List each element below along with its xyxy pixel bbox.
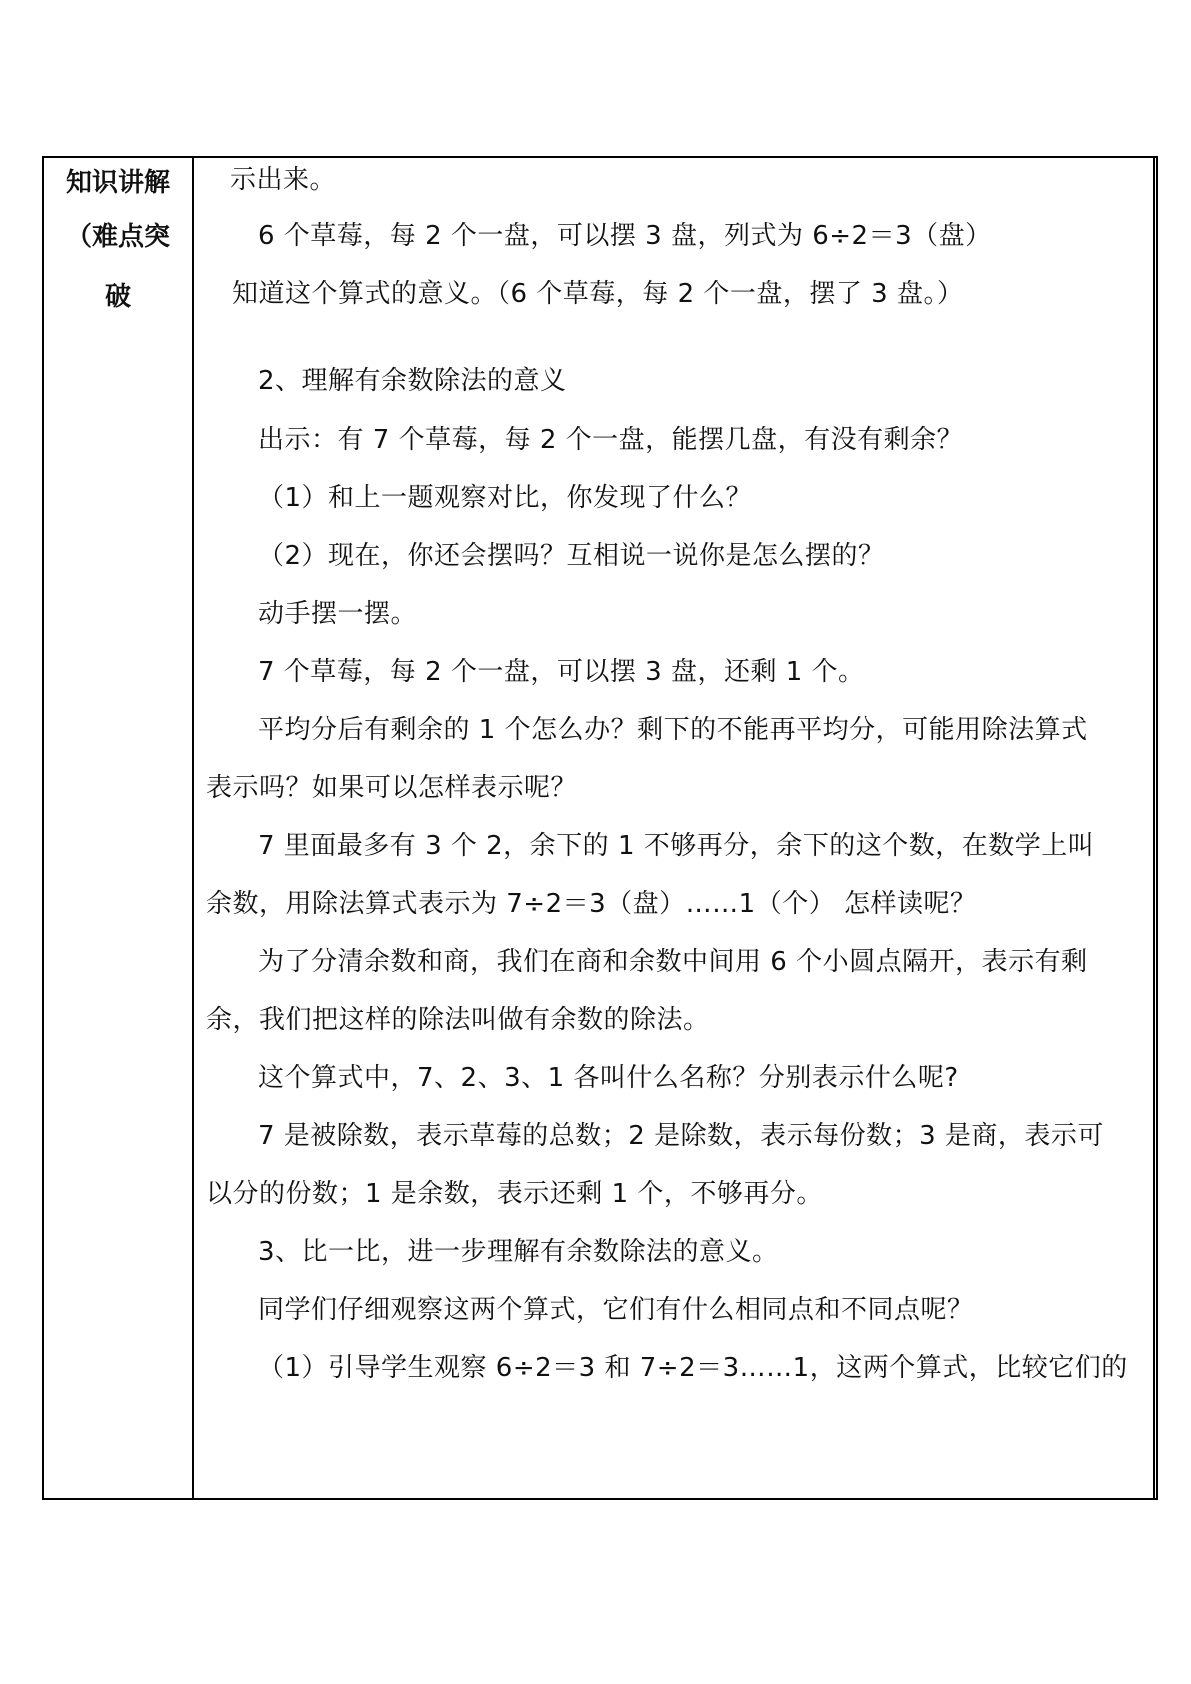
content-line: 出示：有 7 个草莓，每 2 个一盘，能摆几盘，有没有剩余？ <box>258 425 964 455</box>
section-heading: 3、比一比，进一步理解有余数除法的意义。 <box>258 1237 779 1267</box>
content-line: 7 个草莓，每 2 个一盘，可以摆 3 盘，还剩 1 个。 <box>258 657 865 687</box>
row-label-cell <box>44 158 192 1498</box>
content-line: 知道这个算式的意义。（6 个草莓，每 2 个一盘，摆了 3 盘。） <box>232 279 964 309</box>
content-line: 余，我们把这样的除法叫做有余数的除法。 <box>206 1005 710 1035</box>
content-cell <box>194 158 1154 1498</box>
row-label-line-1: 知识讲解 <box>65 168 170 198</box>
content-line: 余数，用除法算式表示为 7÷2＝3（盘）……1（个） 怎样读呢？ <box>206 889 977 919</box>
content-line: （1）引导学生观察 6÷2＝3 和 7÷2＝3……1，这两个算式，比较它们的 <box>258 1353 1128 1383</box>
content-line: 表示吗？如果可以怎样表示呢？ <box>206 773 578 803</box>
row-label-line-3: 破 <box>104 282 131 312</box>
content-line: 动手摆一摆。 <box>258 599 418 629</box>
content-line: 同学们仔细观察这两个算式，它们有什么相同点和不同点呢？ <box>258 1295 974 1325</box>
lesson-table <box>42 156 1158 1500</box>
content-line: 6 个草莓，每 2 个一盘，可以摆 3 盘，列式为 6÷2＝3（盘） <box>258 221 992 251</box>
content-line: 以分的份数；1 是余数，表示还剩 1 个，不够再分。 <box>206 1179 823 1209</box>
content-line: 7 里面最多有 3 个 2，余下的 1 不够再分，余下的这个数，在数学上叫 <box>258 831 1095 861</box>
content-line: 这个算式中，7、2、3、1 各叫什么名称？分别表示什么呢? <box>258 1063 959 1093</box>
content-line: 为了分清余数和商，我们在商和余数中间用 6 个小圆点隔开，表示有剩 <box>258 947 1088 977</box>
content-line: 7 是被除数，表示草莓的总数；2 是除数，表示每份数；3 是商，表示可 <box>258 1121 1104 1151</box>
section-heading: 2、理解有余数除法的意义 <box>258 366 567 396</box>
content-line: （2）现在，你还会摆吗？互相说一说你是怎么摆的？ <box>258 541 885 571</box>
content-line: （1）和上一题观察对比，你发现了什么？ <box>258 483 753 513</box>
content-line: 示出来。 <box>230 165 337 195</box>
row-label-line-2: （难点突 <box>65 222 170 252</box>
content-line: 平均分后有剩余的 1 个怎么办？剩下的不能再平均分，可能用除法算式 <box>258 715 1088 745</box>
